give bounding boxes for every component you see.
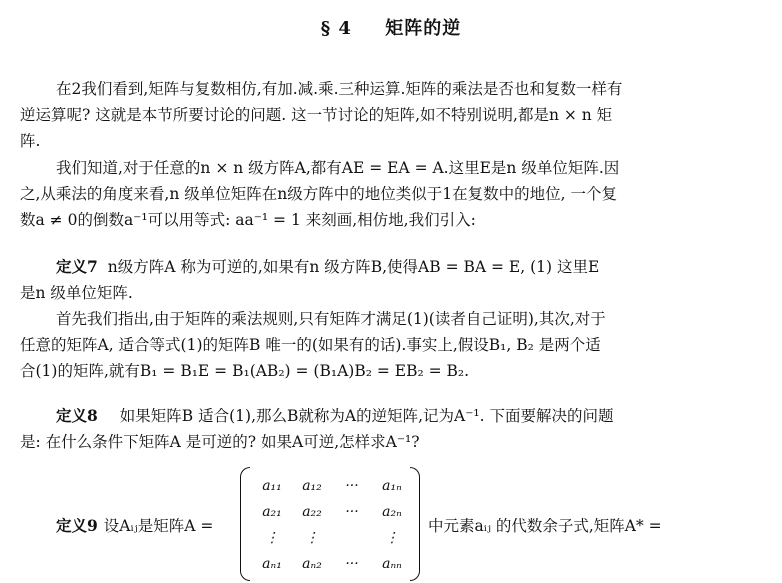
paragraph-3-line-3: 合(1)的矩阵,就有B₁ = B₁E = B₁(AB₂) = (B₁A)B₂ = EB₂ = B₂. xyxy=(20,362,470,380)
matrix-entry: ⋮ xyxy=(265,530,279,546)
matrix-entry: ··· xyxy=(345,556,359,572)
matrix-entry: a₁₂ xyxy=(302,478,322,494)
matrix-entry: ··· xyxy=(345,478,359,494)
matrix-entry: a₂ₙ xyxy=(382,504,402,520)
paragraph-1-line-3: 阵. xyxy=(20,132,41,150)
matrix-entry: ⋮ xyxy=(305,530,319,546)
matrix-entry: a₁ₙ xyxy=(382,478,402,494)
definition-7-line-1 xyxy=(56,256,684,278)
definition-7-text: n级方阵A 称为可逆的,如果有n 级方阵B,使得AB = BA = E, (1) 这里E xyxy=(107,258,600,276)
definition-8-line-2: 是: 在什么条件下矩阵A 是可逆的? 如果A可逆,怎样求A⁻¹? xyxy=(20,433,420,451)
paragraph-1-line-1: 在2我们看到,矩阵与复数相仿,有加.减.乘.三种运算.矩阵的乘法是否也和复数一样有 xyxy=(56,80,623,98)
matrix-entries xyxy=(252,473,412,577)
paragraph-2-line-1: 我们知道,对于任意的n × n 级方阵A,都有AE = EA = A.这里E是n 级单位矩阵.因 xyxy=(56,159,620,177)
matrix-entry: ··· xyxy=(345,504,359,520)
definition-7-line-2: 是n 级单位矩阵. xyxy=(20,284,133,302)
matrix-entry: a₂₁ xyxy=(262,504,282,520)
matrix-row xyxy=(252,499,412,525)
matrix-entry: aₙ₂ xyxy=(302,556,322,572)
paragraph-1-line-2: 逆运算呢? 这就是本节所要讨论的问题. 这一节讨论的矩阵,如不特别说明,都是n × n 矩 xyxy=(20,106,613,124)
matrix-entry: aₙₙ xyxy=(382,556,402,572)
definition-8-line-1 xyxy=(56,405,684,427)
matrix-entry: ⋮ xyxy=(385,530,399,546)
paragraph-3-line-1: 首先我们指出,由于矩阵的乘法规则,只有矩阵才满足(1)(读者自己证明),其次,对于 xyxy=(56,310,606,328)
paragraph-2-line-3: 数a ≠ 0的倒数a⁻¹可以用等式: aa⁻¹ = 1 来刻画,相仿地,我们引入: xyxy=(20,211,476,229)
section-title: 矩阵的逆 xyxy=(385,18,462,39)
matrix-entry: aₙ₁ xyxy=(262,556,282,572)
matrix-a xyxy=(240,467,420,581)
definition-9-intro xyxy=(56,515,213,537)
paragraph-2-line-2: 之,从乘法的角度来看,n 级单位矩阵在n级方阵中的地位类似于1在复数中的地位, 一个复 xyxy=(20,185,617,203)
definition-7-label: 定义7 xyxy=(56,257,98,276)
matrix-row xyxy=(252,525,412,551)
definition-8-text: 如果矩阵B 适合(1),那么B就称为A的逆矩阵,记为A⁻¹. 下面要解决的问题 xyxy=(119,407,614,425)
definition-8-label: 定义8 xyxy=(56,406,98,425)
section-heading xyxy=(0,14,782,40)
matrix-right-paren xyxy=(410,467,420,581)
definition-9-label: 定义9 xyxy=(56,516,98,535)
matrix-entry: a₁₁ xyxy=(262,478,282,494)
matrix-entry: a₂₂ xyxy=(302,504,322,520)
matrix-row xyxy=(252,551,412,577)
definition-9-text: 设Aᵢⱼ是矩阵A = xyxy=(103,517,214,535)
matrix-left-paren xyxy=(240,467,250,581)
section-number: § 4 xyxy=(320,18,352,39)
matrix-entry xyxy=(332,525,372,551)
matrix-row xyxy=(252,473,412,499)
definition-9-continuation: 中元素aᵢⱼ 的代数余子式,矩阵A* = xyxy=(428,517,662,535)
paragraph-3-line-2: 任意的矩阵A, 适合等式(1)的矩阵B 唯一的(如果有的话).事实上,假设B₁, B₂ 是两个适 xyxy=(20,336,601,354)
